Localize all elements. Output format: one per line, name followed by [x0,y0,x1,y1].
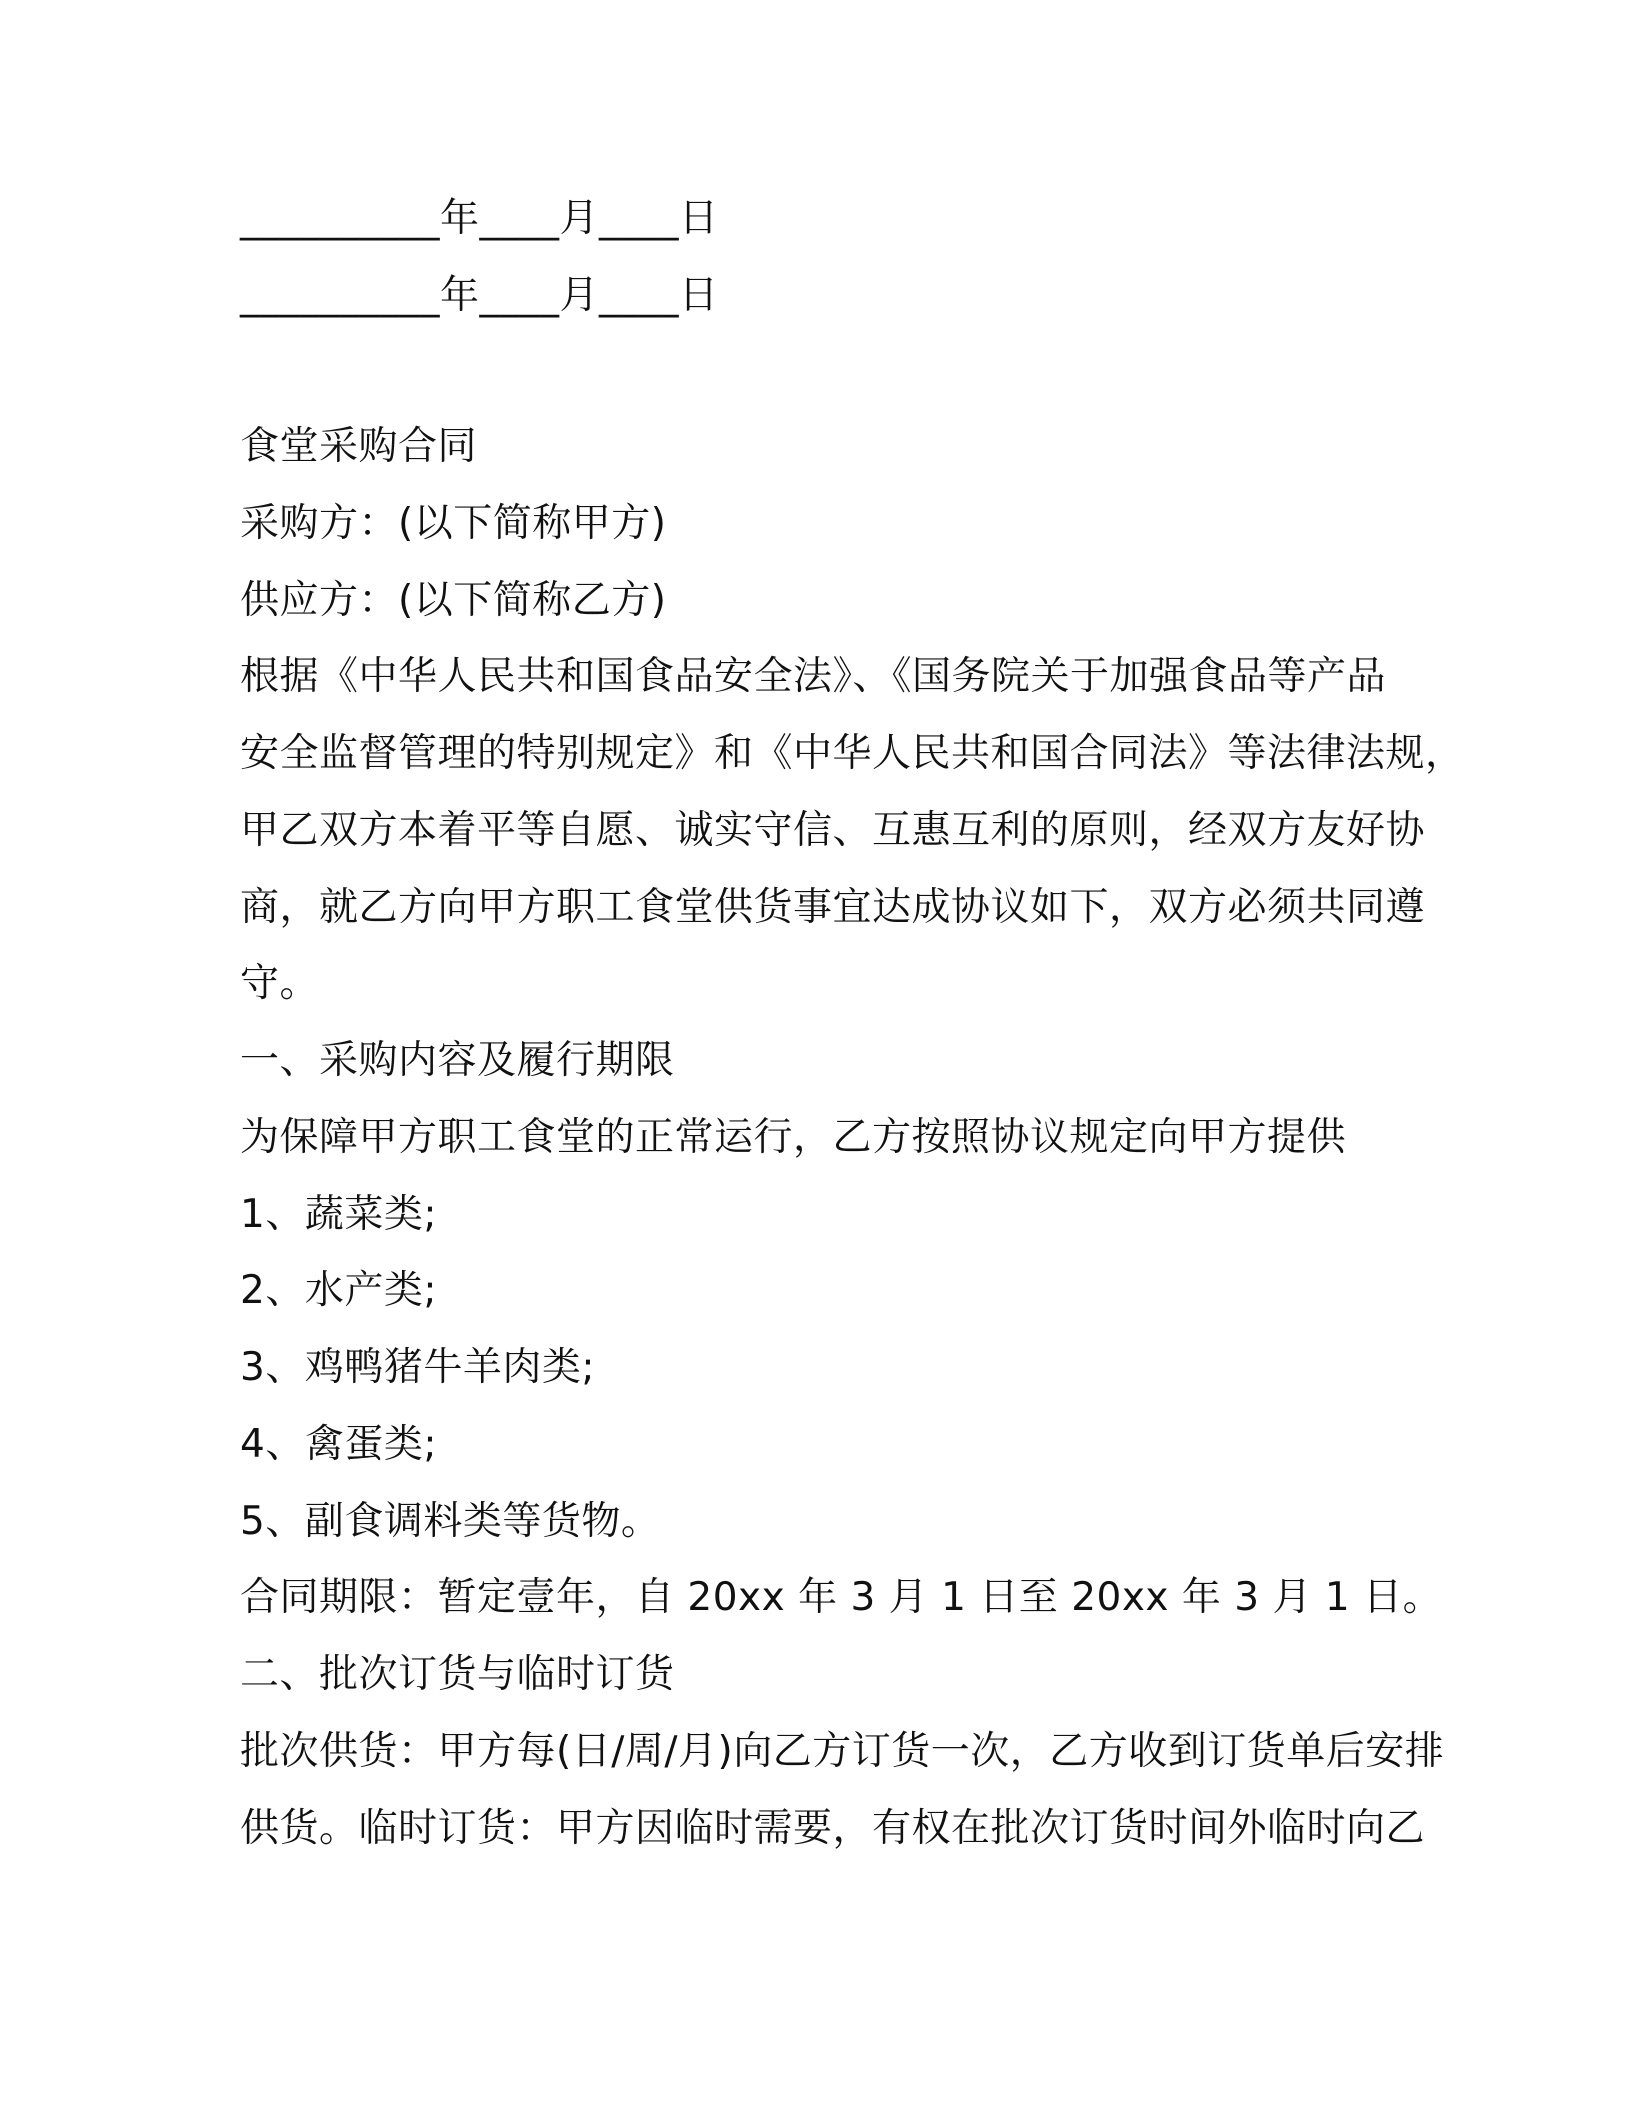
section1-intro: 为保障甲方职工食堂的正常运行，乙方按照协议规定向甲方提供 [240,1115,1347,1160]
buyer-line: 采购方：(以下简称甲方) [240,501,667,546]
preamble-line-5: 守。 [240,961,320,1006]
section2-heading: 二、批次订货与临时订货 [240,1652,675,1697]
date-line-2: __________年____月____日 [240,273,719,318]
supplier-line: 供应方：(以下简称乙方) [240,578,667,623]
date-line-1: __________年____月____日 [240,196,719,241]
list-item: 1、蔬菜类; [240,1192,437,1237]
contract-term: 合同期限：暂定壹年，自 20xx 年 3 月 1 日至 20xx 年 3 月 1 日。 [240,1575,1443,1620]
section1-heading: 一、采购内容及履行期限 [240,1038,675,1083]
list-item: 5、副食调料类等货物。 [240,1499,661,1544]
preamble-line-1: 根据《中华人民共和国食品安全法》、《国务院关于加强食品等产品 [240,654,1387,699]
preamble-line-2: 安全监督管理的特别规定》和《中华人民共和国合同法》等法律法规， [240,731,1465,776]
list-item: 3、鸡鸭猪牛羊肉类; [240,1345,595,1390]
section2-body-line-2: 供货。临时订货：甲方因临时需要，有权在批次订货时间外临时向乙 [240,1806,1426,1851]
preamble-line-4: 商，就乙方向甲方职工食堂供货事宜达成协议如下，双方必须共同遵 [240,885,1426,930]
list-item: 2、水产类; [240,1268,437,1313]
document-title: 食堂采购合同 [240,424,478,469]
list-item: 4、禽蛋类; [240,1422,437,1467]
section2-body-line-1: 批次供货：甲方每(日/周/月)向乙方订货一次，乙方收到订货单后安排 [240,1729,1445,1774]
preamble-line-3: 甲乙双方本着平等自愿、诚实守信、互惠互利的原则，经双方友好协 [240,808,1426,853]
